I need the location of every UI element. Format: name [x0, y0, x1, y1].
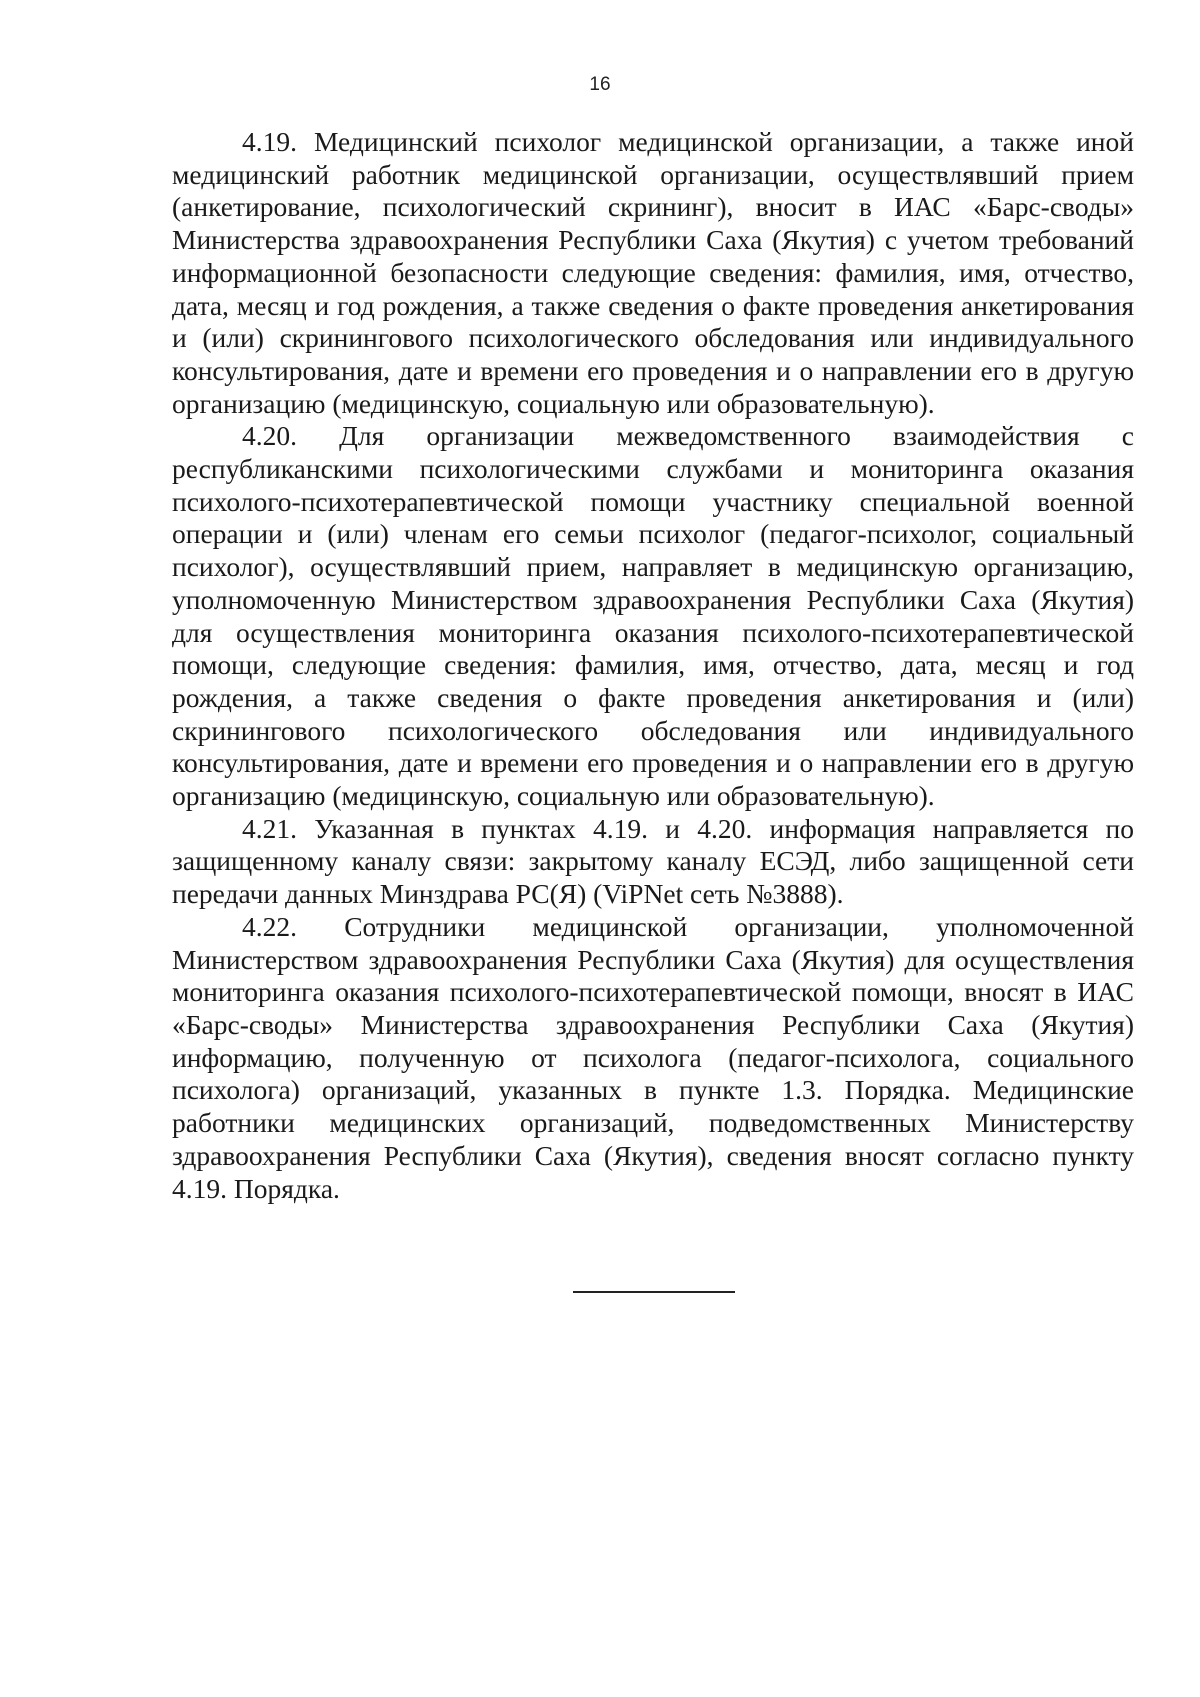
paragraph-4-20: 4.20. Для организации межведомственного взаимодействия с республиканскими психологическими службами и мониторинга оказания психолого-психотерапевтической помощи участнику специальной военной операции и (или) членам его семьи психолог (педагог-психолог, социальный психолог), осуществлявший прием, направляет в медицинскую организацию, уполномоченную Министерством здравоохранения Республики Саха (Якутия) для осуществления мониторинга оказания психолого-психотерапевтической помощи, следующие сведения: фамилия, имя, отчество, дата, месяц и год рождения, а также сведения о факте проведения анкетирования и (или) скринингового психологического обследования или индивидуального консультирования, дате и времени его проведения и о направлении его в другую организацию (медицинскую, социальную или образовательную).	[172, 420, 1134, 812]
paragraph-4-22: 4.22. Сотрудники медицинской организации, уполномоченной Министерством здравоохранения Республики Саха (Якутия) для осуществления мониторинга оказания психолого-психотерапевтической помощи, вносят в ИАС «Барс-своды» Министерства здравоохранения Республики Саха (Якутия) информацию, полученную от психолога (педагог-психолога, социального психолога) организаций, указанных в пункте 1.3. Порядка. Медицинские работники медицинских организаций, подведомственных Министерству здравоохранения Республики Саха (Якутия), сведения вносят согласно пункту 4.19. Порядка.	[172, 910, 1134, 1204]
paragraph-4-21: 4.21. Указанная в пунктах 4.19. и 4.20. информация направляется по защищенному каналу связи: закрытому каналу ЕСЭД, либо защищенной сети передачи данных Минздрава РС(Я) (ViPNet сеть №3888).	[172, 812, 1134, 910]
page-number: 16	[589, 74, 611, 95]
paragraph-4-19: 4.19. Медицинский психолог медицинской организации, а также иной медицинский работник медицинской организации, осуществлявший прием (анкетирование, психологический скрининг), вносит в ИАС «Барс-своды» Министерства здравоохранения Республики Саха (Якутия) с учетом требований информационной безопасности следующие сведения: фамилия, имя, отчество, дата, месяц и год рождения, а также сведения о факте проведения анкетирования и (или) скринингового психологического обследования или индивидуального консультирования, дате и времени его проведения и о направлении его в другую организацию (медицинскую, социальную или образовательную).	[172, 126, 1134, 419]
document-body	[172, 126, 1134, 1205]
end-of-document-rule	[573, 1291, 735, 1293]
